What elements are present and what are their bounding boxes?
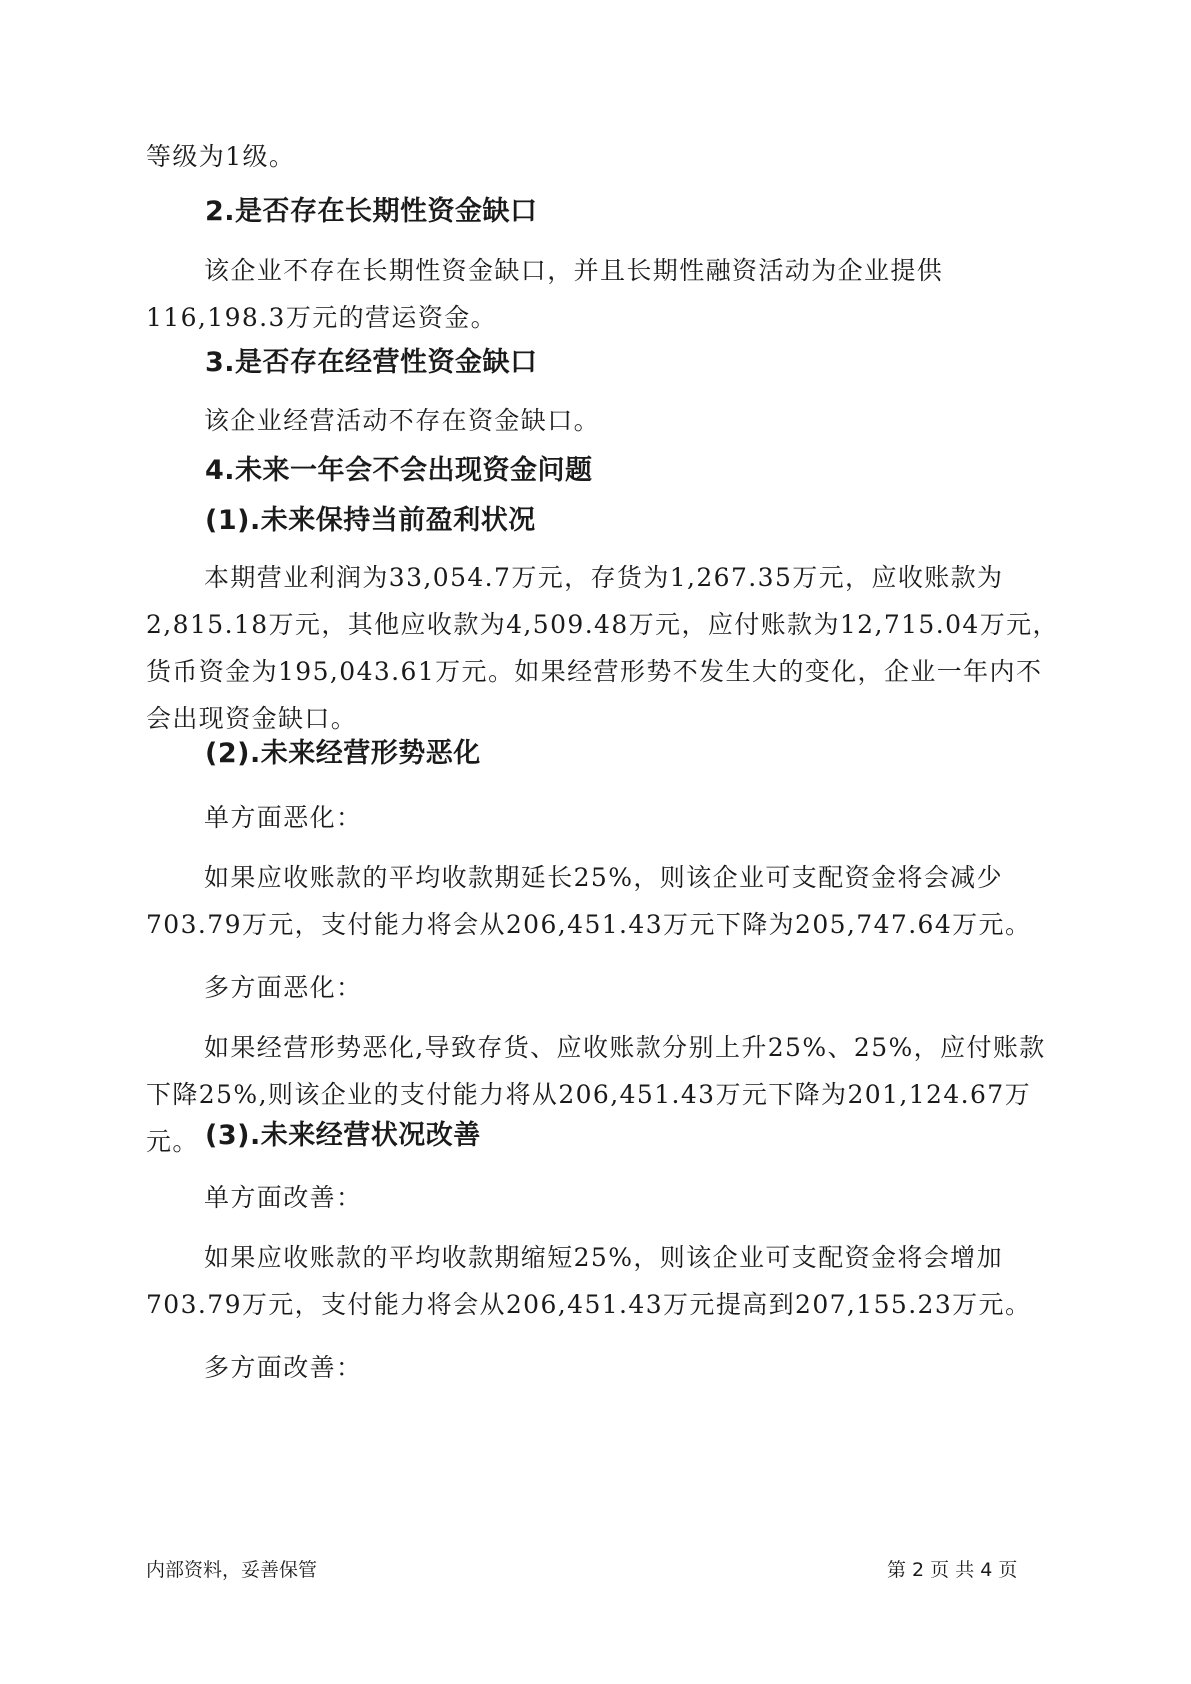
paragraph-grade: 等级为1级。 xyxy=(146,142,296,171)
footer-confidential: 内部资料，妥善保管 xyxy=(146,1559,318,1581)
paragraph-multi-worsen-label: 多方面恶化： xyxy=(204,973,363,1002)
footer-page-number: 第 2 页 共 4 页 xyxy=(887,1559,1018,1581)
paragraph-single-improve: 如果应收账款的平均收款期缩短25%，则该企业可支配资金将会增加703.79万元，支付能力将会从206,451.43万元提高到207,155.23万元。 xyxy=(146,1243,1032,1319)
paragraph-multi-improve-label: 多方面改善： xyxy=(204,1353,363,1382)
paragraph-multi-worsen: 如果经营形势恶化,导致存货、应收账款分别上升25%、25%，应付账款下降25%,则该企业的支付能力将从206,451.43万元下降为201,124.67万元。 xyxy=(146,1033,1046,1156)
paragraph-single-worsen: 如果应收账款的平均收款期延长25%，则该企业可支配资金将会减少703.79万元，支付能力将会从206,451.43万元下降为205,747.64万元。 xyxy=(146,863,1032,939)
heading-worsen: (2).未来经营形势恶化 xyxy=(205,738,481,769)
heading-keep-profit: (1).未来保持当前盈利状况 xyxy=(205,505,536,536)
heading-improve: (3).未来经营状况改善 xyxy=(205,1120,481,1151)
heading-next-year: 4.未来一年会不会出现资金问题 xyxy=(205,455,593,486)
paragraph-long-term-gap: 该企业不存在长期性资金缺口，并且长期性融资活动为企业提供116,198.3万元的营运资金。 xyxy=(146,256,944,332)
paragraph-single-worsen-label: 单方面恶化： xyxy=(204,803,363,832)
heading-long-term-gap: 2.是否存在长期性资金缺口 xyxy=(205,196,538,227)
paragraph-operating-gap: 该企业经营活动不存在资金缺口。 xyxy=(204,406,601,435)
paragraph-single-improve-label: 单方面改善： xyxy=(204,1183,363,1212)
heading-operating-gap: 3.是否存在经营性资金缺口 xyxy=(205,347,538,378)
paragraph-keep-profit: 本期营业利润为33,054.7万元，存货为1,267.35万元，应收账款为2,815.18万元，其他应收款为4,509.48万元，应付账款为12,715.04万元，货币资金为195,043.61万元。如果经营形势不发生大的变化，企业一年内不会出现资金缺口。 xyxy=(146,563,1059,733)
